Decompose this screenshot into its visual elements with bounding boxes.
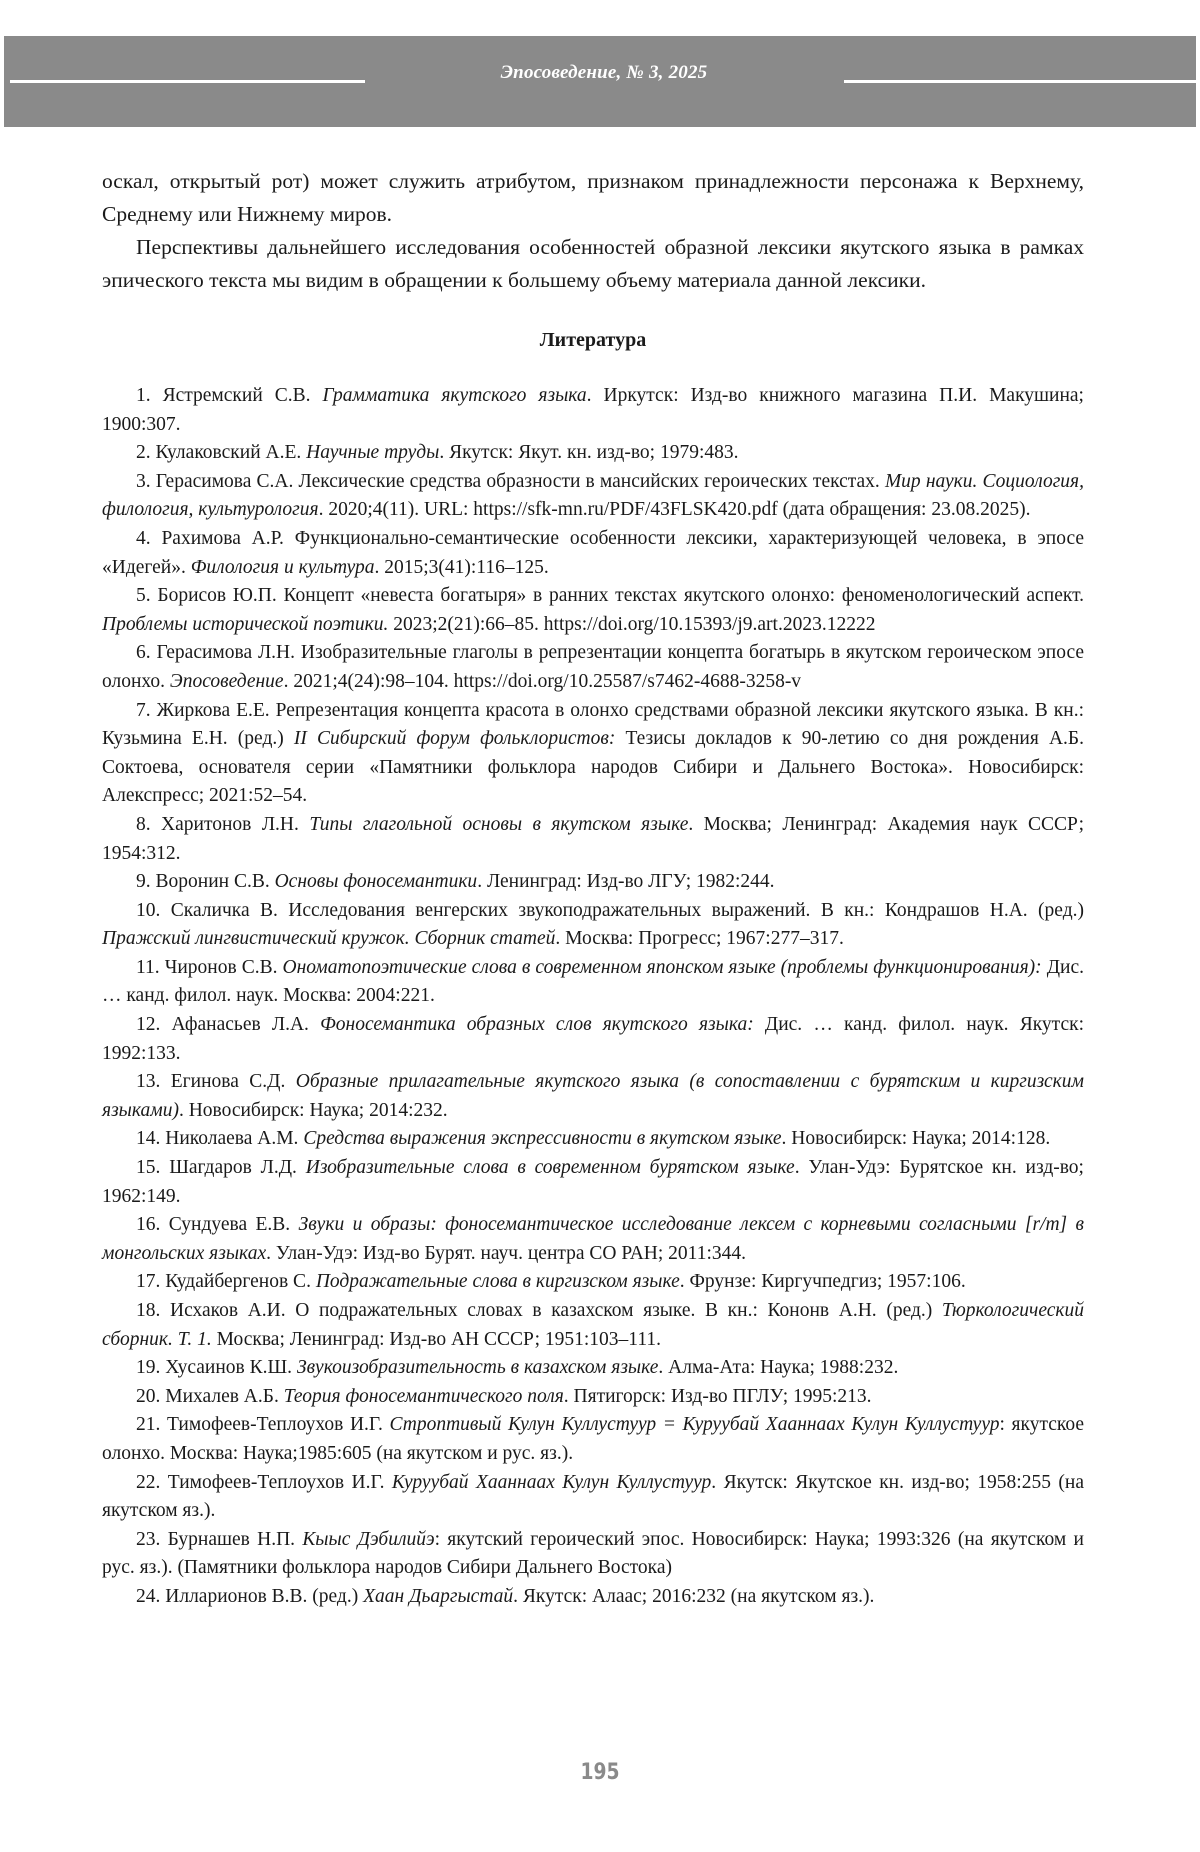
reference-text: 9. Воронин С.В. — [136, 871, 275, 893]
reference-title: Звукоизобразительность в казахском языке — [296, 1357, 659, 1379]
reference-item — [102, 1268, 1084, 1297]
reference-text: . 2015;3(41):116–125. — [374, 556, 549, 578]
reference-text: 2023;2(21):66–85. https://doi.org/10.15393/j9.art.2023.12222 — [388, 613, 876, 635]
reference-item — [102, 468, 1084, 525]
reference-text: 6. Герасимова Л.Н. Изобразительные глаголы в репрезентации концепта богатырь в якутском героическом эпосе олонхо. — [102, 642, 1084, 692]
reference-title: Филология и культура — [190, 556, 375, 578]
reference-text: 17. Кудайбергенов С. — [136, 1271, 316, 1293]
reference-text: . 2020;4(11). URL: https://sfk-mn.ru/PDF/43FLSK420.pdf (дата обращения: 23.08.2025). — [318, 499, 1031, 521]
reference-text: 10. Скаличка В. Исследования венгерских звукоподражательных выражений. В кн.: Кондрашов Н.А. (ред.) — [136, 899, 1084, 921]
reference-text: 19. Хусаинов К.Ш. — [136, 1357, 297, 1379]
reference-text: . Новосибирск: Наука; 2014:232. — [178, 1099, 448, 1121]
reference-text: . Пятигорск: Изд-во ПГЛУ; 1995:213. — [563, 1385, 872, 1407]
reference-item — [102, 1526, 1084, 1583]
reference-text: 12. Афанасьев Л.А. — [136, 1014, 321, 1036]
reference-text: 24. Илларионов В.В. (ред.) — [136, 1585, 364, 1607]
header-rule-right — [844, 80, 1198, 83]
reference-title: Типы глагольной основы в якутском языке — [309, 813, 689, 835]
reference-text: : якутское олонхо. Москва: Наука;1985:605 (на якутском и рус. яз.). — [102, 1414, 1084, 1464]
reference-title: Мир науки. Социология, филология, культурология — [102, 470, 1084, 521]
reference-item — [102, 1154, 1084, 1211]
reference-item — [102, 382, 1084, 439]
reference-text: 11. Чиронов С.В. — [136, 956, 283, 978]
reference-text: . Якутск: Алаас; 2016:232 (на якутском яз.). — [513, 1585, 875, 1607]
reference-item — [102, 697, 1084, 811]
reference-item — [102, 439, 1084, 468]
reference-item — [102, 1125, 1084, 1154]
reference-text: 8. Харитонов Л.Н. — [136, 813, 310, 835]
reference-text: . Улан-Удэ: Бурятское кн. изд-во; 1962:149. — [102, 1157, 1084, 1207]
reference-item — [102, 1383, 1084, 1412]
reference-text: . Новосибирск: Наука; 2014:128. — [781, 1128, 1051, 1150]
reference-text: . Москва: Прогресс; 1967:277–317. — [555, 928, 844, 950]
reference-text: Дис. … канд. филол. наук. Якутск: 1992:133. — [102, 1014, 1084, 1064]
reference-text: 20. Михалев А.Б. — [136, 1385, 284, 1407]
page-number: 195 — [580, 1760, 620, 1785]
reference-text: Тезисы докладов к 90-летию со дня рождения А.Б. Соктоева, основателя серии «Памятники фольклора народов Сибири и Дальнего Востока». Новосибирск: Алекспресс; 2021:52–54. — [102, 728, 1084, 807]
reference-title: Грамматика якутского языка — [322, 385, 587, 406]
page-content — [102, 165, 1084, 1612]
reference-item — [102, 1411, 1084, 1468]
reference-title: Образные прилагательные якутского языка (в сопоставлении с бурятским и киргизским языками) — [102, 1071, 1084, 1121]
reference-item — [102, 582, 1084, 639]
literature-heading: Литература — [539, 329, 647, 351]
reference-text: 21. Тимофеев-Теплоухов И.Г. — [136, 1414, 390, 1436]
reference-item — [102, 525, 1084, 582]
reference-item — [102, 639, 1084, 696]
reference-item — [102, 1011, 1084, 1068]
reference-item — [102, 868, 1084, 897]
reference-text: . 2021;4(24):98–104. https://doi.org/10.25587/s7462-4688-3258-v — [283, 670, 802, 692]
journal-title: Эпосоведение, № 3, 2025 — [500, 62, 708, 83]
reference-text: . Ленинград: Изд-во ЛГУ; 1982:244. — [477, 871, 775, 893]
reference-text: 16. Сундуева Е.В. — [136, 1214, 299, 1236]
reference-text: . Якутск: Якут. кн. изд-во; 1979:483. — [439, 442, 739, 464]
reference-item — [102, 1211, 1084, 1268]
reference-text: 14. Николаева А.М. — [136, 1128, 304, 1150]
reference-text: . Фрунзе: Киргучпедгиз; 1957:106. — [679, 1271, 966, 1293]
reference-text: Дис. … канд. филол. наук. Москва: 2004:221. — [102, 956, 1084, 1007]
body-paragraph-perspectives: Перспективы дальнейшего исследования особенностей образной лексики якутского языка в рамках эпического текста мы видим в обращении к большему объему материала данной лексики. — [102, 235, 1084, 292]
body-paragraph-continued: оскал, открытый рот) может служить атрибутом, признаком принадлежности персонажа к Верхнему, Среднему или Нижнему миров. — [102, 169, 1084, 226]
reference-item — [102, 811, 1084, 868]
reference-title: Эпосоведение — [169, 670, 284, 692]
reference-item — [102, 954, 1084, 1011]
reference-text: 18. Исхаков А.И. О подражательных словах в казахском языке. В кн.: Кононв А.Н. (ред.) — [136, 1300, 942, 1321]
reference-text: 23. Бурнашев Н.П. — [136, 1528, 303, 1550]
header-rule-left — [10, 80, 365, 83]
reference-title: Изобразительные слова в современном бурятском языке — [305, 1157, 795, 1179]
reference-text: 4. Рахимова А.Р. Функционально-семантические особенности лексики, характеризующей человека, в эпосе «Идегей». — [102, 527, 1084, 578]
reference-item — [102, 1297, 1084, 1354]
reference-item — [102, 1469, 1084, 1526]
reference-item — [102, 1068, 1084, 1125]
reference-title: Ономатопоэтические слова в современном японском языке (проблемы функционирования): — [282, 956, 1042, 978]
journal-header-band — [4, 36, 1196, 127]
reference-title: Теория фоносемантического поля — [283, 1385, 564, 1407]
reference-title: II Сибирский форум фольклористов: — [293, 728, 616, 750]
reference-item — [102, 897, 1084, 954]
reference-text: 5. Борисов Ю.П. Концепт «невеста богатыря» в ранних текстах якутского олонхо: феноменологический аспект. — [136, 585, 1084, 607]
reference-item — [102, 1583, 1084, 1612]
reference-title: Подражательные слова в киргизском языке — [315, 1271, 680, 1293]
reference-text: . Москва; Ленинград: Академия наук СССР; 1954:312. — [102, 813, 1084, 864]
reference-list — [102, 382, 1084, 1612]
reference-text: 15. Шагдаров Л.Д. — [136, 1157, 306, 1179]
reference-text: Москва; Ленинград: Изд-во АН СССР; 1951:103–111. — [211, 1328, 661, 1350]
reference-text: . Алма-Ата: Наука; 1988:232. — [658, 1357, 899, 1379]
reference-text: 22. Тимофеев-Теплоухов И.Г. — [136, 1471, 392, 1493]
reference-title: Кыыс Дэбилийэ — [302, 1528, 435, 1550]
reference-text: 2. Кулаковский А.Е. — [136, 442, 307, 464]
reference-title: Фоносемантика образных слов якутского языка: — [320, 1014, 754, 1036]
reference-title: Пражский лингвистический кружок. Сборник статей — [102, 928, 556, 950]
reference-item — [102, 1354, 1084, 1383]
reference-title: Хаан Дьаргыстай — [363, 1585, 514, 1607]
reference-text: : якутский героический эпос. Новосибирск: Наука; 1993:326 (на якутском и рус. яз.). (Памятники фольклора народов Сибири Дальнего Востока) — [102, 1528, 1084, 1579]
reference-title: Тюркологический сборник. Т. 1. — [102, 1300, 1084, 1350]
reference-title: Строптивый Кулун Куллустуур = Куруубай Хааннаах Кулун Куллустуур — [389, 1414, 1000, 1436]
reference-text: . Якутск: Якутское кн. изд-во; 1958:255 (на якутском яз.). — [102, 1471, 1084, 1522]
reference-text: 1. Ястремский С.В. — [136, 385, 323, 406]
reference-text: 7. Жиркова Е.Е. Репрезентация концепта красота в олонхо средствами образной лексики якутского языка. В кн.: Кузьмина Е.Н. (ред.) — [102, 699, 1084, 750]
reference-title: Средства выражения экспрессивности в якутском языке — [303, 1128, 782, 1150]
reference-title: Научные труды — [306, 442, 440, 464]
reference-text: 13. Егинова С.Д. — [136, 1071, 296, 1093]
reference-title: Основы фоносемантики — [274, 871, 478, 893]
reference-title: Звуки и образы: фоносемантическое исследование лексем с корневыми согласными [r/m] в монгольских языках — [102, 1214, 1084, 1264]
reference-title: Проблемы исторической поэтики. — [102, 613, 389, 635]
reference-text: . Улан-Удэ: Изд-во Бурят. науч. центра СО РАН; 2011:344. — [266, 1242, 747, 1264]
reference-text: . Иркутск: Изд-во книжного магазина П.И. Макушина; 1900:307. — [102, 385, 1084, 435]
reference-text: 3. Герасимова С.А. Лексические средства образности в мансийских героических текстах. — [136, 470, 885, 492]
reference-title: Куруубай Хааннаах Кулун Куллустуур — [391, 1471, 712, 1493]
